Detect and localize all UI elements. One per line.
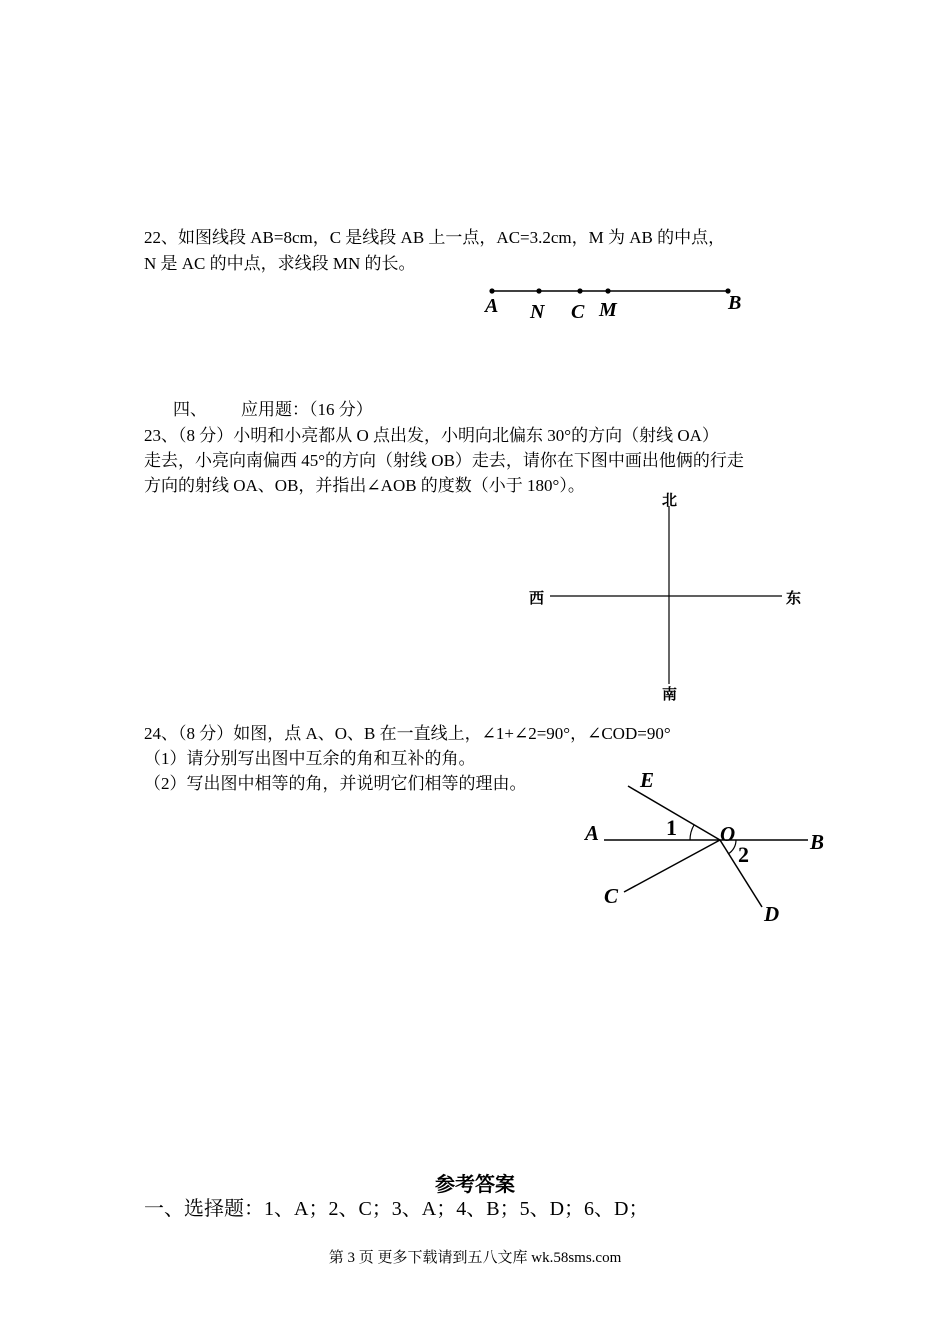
q24-line2: （1）请分别写出图中互余的角和互补的角。 — [144, 749, 476, 768]
east-label: 东 — [786, 589, 802, 607]
label-b-24: B — [810, 830, 825, 854]
q22-segment-figure — [470, 276, 760, 326]
label-d: D — [764, 902, 780, 926]
label-e: E — [640, 768, 655, 792]
label-o: O — [720, 822, 736, 846]
q24-angle-figure — [580, 765, 840, 930]
q22-line2: N 是 AC 的中点，求线段 MN 的长。 — [144, 254, 416, 273]
label-n: N — [530, 301, 545, 323]
point-a — [489, 288, 494, 293]
label-c: C — [571, 301, 585, 323]
compass-figure[interactable] — [520, 488, 820, 708]
label-a: A — [485, 295, 499, 317]
q24-line3: （2）写出图中相等的角，并说明它们相等的理由。 — [144, 774, 527, 793]
label-b: B — [728, 292, 742, 314]
label-a-24: A — [585, 821, 600, 845]
north-label: 北 — [662, 491, 678, 509]
angle-1-arc — [690, 825, 694, 840]
section4-number: 四、 — [173, 400, 207, 419]
point-c — [577, 288, 582, 293]
south-label: 南 — [662, 685, 678, 703]
section4-heading — [173, 398, 373, 422]
ray-oc — [624, 840, 720, 892]
answers-title: 参考答案 — [435, 1174, 515, 1196]
point-n — [536, 288, 541, 293]
q24-line1: 24、（8 分）如图，点 A、O、B 在一直线上，∠1+∠2=90°，∠COD=90° — [144, 724, 671, 743]
label-m: M — [599, 299, 617, 321]
q23-line2: 走去，小亮向南偏西 45°的方向（射线 OB）走去，请你在下图中画出他俩的行走 — [144, 451, 744, 470]
label-c-24: C — [604, 884, 619, 908]
section4-title: 应用题：（16 分） — [241, 400, 373, 419]
west-label: 西 — [529, 589, 545, 607]
point-m — [605, 288, 610, 293]
label-angle-2: 2 — [738, 842, 749, 867]
page-footer: 第 3 页 更多下载请到五八文库 wk.58sms.com — [328, 1250, 622, 1266]
q23-line3: 方向的射线 OA、OB，并指出∠AOB 的度数（小于 180°）。 — [144, 476, 585, 495]
q22-line1: 22、如图线段 AB=8cm，C 是线段 AB 上一点，AC=3.2cm，M 为 AB 的中点， — [144, 228, 726, 247]
label-angle-1: 1 — [666, 815, 677, 840]
q23-line1: 23、（8 分）小明和小亮都从 O 点出发，小明向北偏东 30°的方向（射线 OA） — [144, 426, 719, 445]
answers-line1: 一、选择题：1、A；2、C；3、A；4、B；5、D；6、D； — [144, 1198, 649, 1220]
